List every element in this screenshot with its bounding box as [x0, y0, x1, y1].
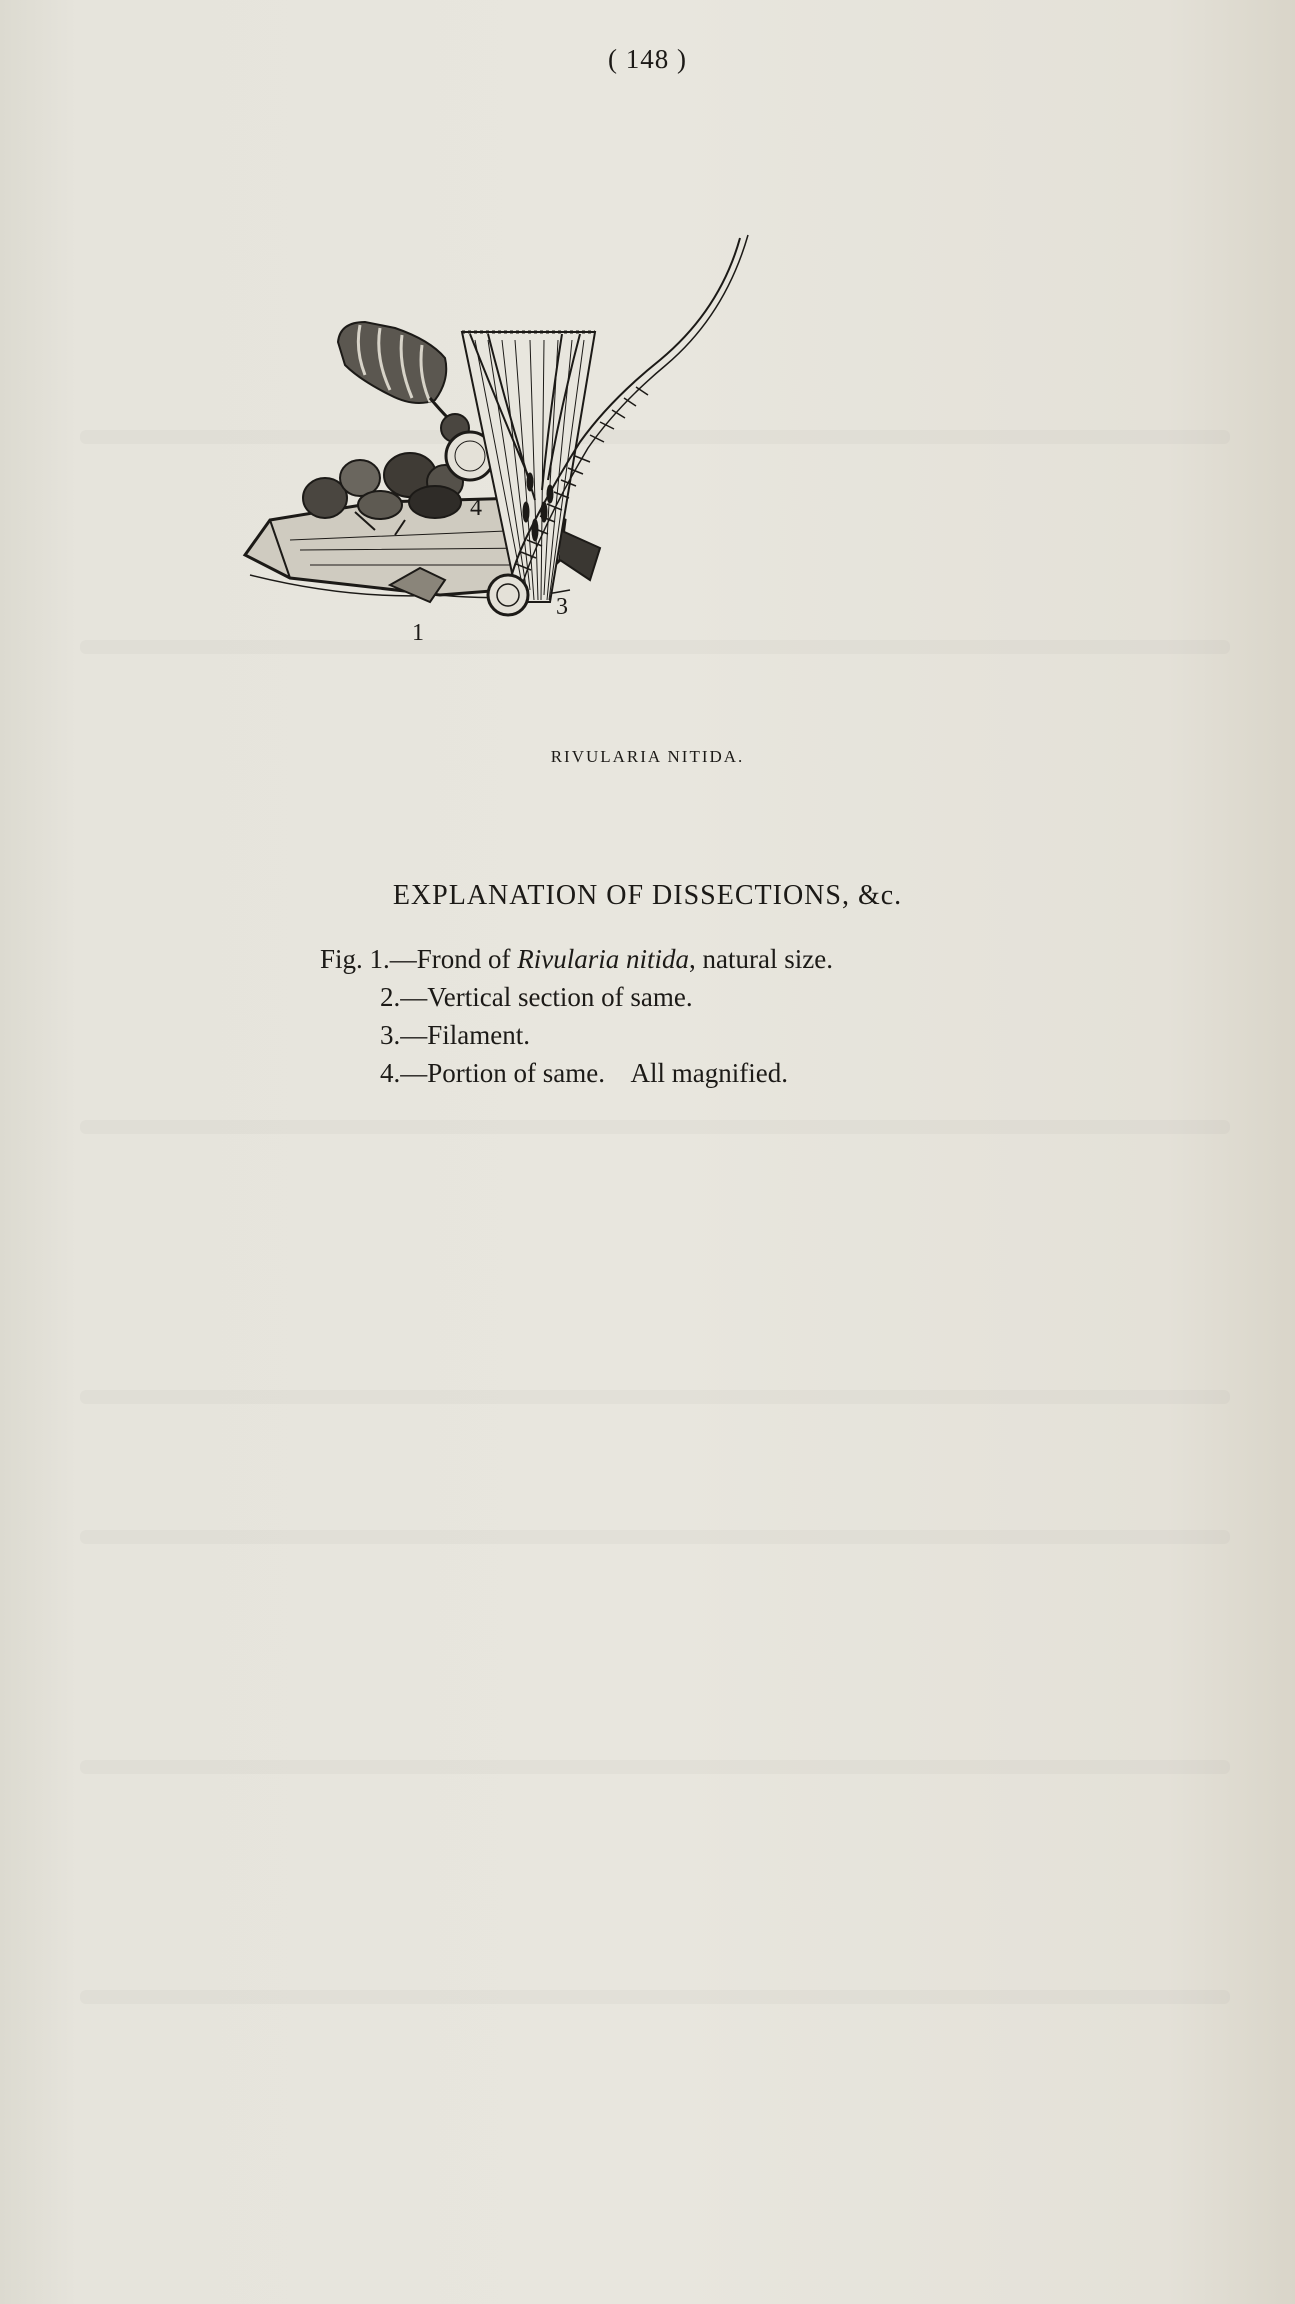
figure-caption: RIVULARIA NITIDA. [550, 747, 745, 766]
explanation-fig-3: 3.—Filament. [380, 1020, 530, 1050]
page-number: ( 148 ) [608, 44, 687, 74]
explanation-list [320, 940, 1120, 1092]
explanation-fig-1 [320, 940, 1120, 978]
species-name: Rivularia nitida [517, 944, 690, 974]
bleed-through [80, 1760, 1230, 1774]
bleed-through [80, 1990, 1230, 2004]
explanation-prefix: Fig. 1.—Frond of [320, 944, 518, 974]
explanation-fig-4: 4.—Portion of same. All magnified. [380, 1058, 788, 1088]
section-heading: EXPLANATION OF DISSECTIONS, &c. [392, 880, 903, 911]
bleed-through [80, 1530, 1230, 1544]
figure-label-3: 3 [556, 594, 568, 620]
rivularia-engraving [230, 230, 1100, 710]
bleed-through [80, 1390, 1230, 1404]
botanical-illustration [230, 230, 1100, 710]
figure-label-4: 4 [470, 495, 482, 521]
explanation-suffix: , natural size. [689, 944, 833, 974]
explanation-fig-2: 2.—Vertical section of same. [380, 982, 693, 1012]
figure-label-1: 1 [412, 620, 424, 646]
bleed-through [80, 1120, 1230, 1134]
